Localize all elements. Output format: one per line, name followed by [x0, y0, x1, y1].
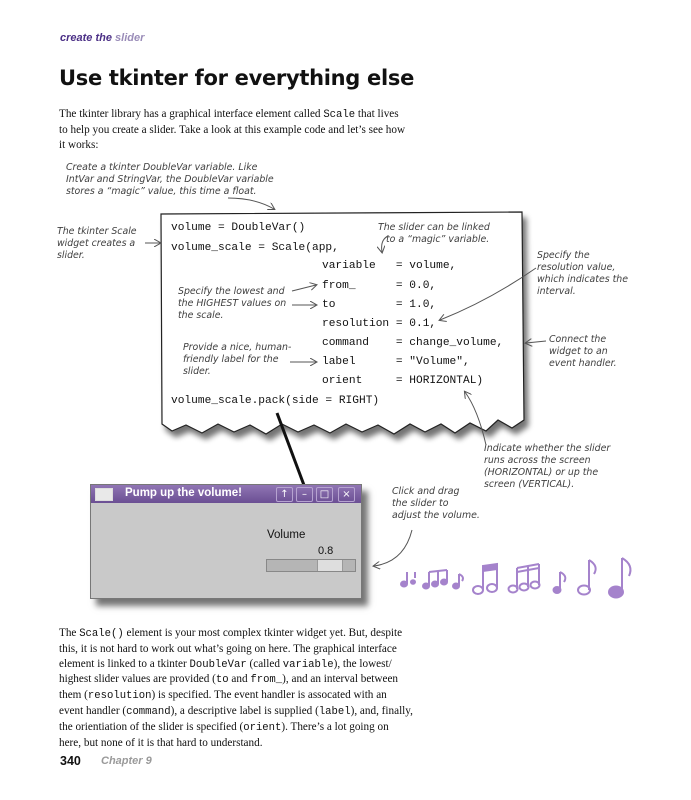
note-line: widget to an [549, 346, 608, 357]
header-part2: slider [115, 32, 145, 44]
para-text: the orientiation of the slider is specified ( [59, 720, 244, 733]
note-line: resolution value, [537, 262, 616, 273]
volume-slider-thumb[interactable] [317, 560, 343, 571]
music-notes-graphic [398, 552, 643, 602]
note-line: Specify the [537, 250, 590, 261]
window-minimize-button[interactable]: – [296, 487, 313, 502]
window-title: Pump up the volume! [125, 487, 242, 499]
note-scale-widget [57, 226, 137, 262]
para-text: element is your most complex tkinter widget yet. But, despite [123, 627, 403, 639]
code-line: volume_scale = Scale(app, [171, 242, 339, 254]
intro-text: it works: [59, 138, 99, 151]
para-text: them ( [59, 689, 88, 702]
para-text: element is linked to a tkinter [59, 657, 190, 670]
note-line: event handler. [549, 358, 617, 369]
note-line: screen (VERTICAL). [484, 479, 575, 490]
window-close-button[interactable]: × [338, 487, 355, 502]
intro-text: to help you create a slider. Take a look at this example code and let’s see how [59, 123, 406, 136]
para-code: command [126, 705, 171, 718]
note-line: adjust the volume. [392, 510, 480, 521]
para-code: resolution [87, 690, 152, 703]
para-text: ). There’s a lot going on [281, 720, 389, 733]
note-linked [378, 222, 490, 246]
para-code: to [215, 674, 229, 687]
para-text: ), the lowest/ [333, 657, 392, 670]
note-line: Specify the lowest and [178, 286, 285, 297]
para-text: event handler ( [59, 704, 127, 717]
window-app-icon [95, 488, 113, 501]
para-code: DoubleVar [189, 658, 247, 671]
scale-label: Volume [267, 529, 306, 541]
note-line: Create a tkinter DoubleVar variable. Like [66, 162, 258, 173]
note-line: interval. [537, 286, 576, 297]
code-line: from_ = 0.0, [322, 280, 437, 292]
code-line: volume_scale.pack(side = RIGHT) [171, 395, 380, 407]
para-code: variable [282, 658, 334, 671]
code-line: resolution = 0.1, [322, 318, 437, 330]
note-line: the HIGHEST values on [178, 298, 287, 309]
note-line: The tkinter Scale [57, 226, 137, 237]
note-line: runs across the screen [484, 455, 591, 466]
header-part1: create the [60, 32, 112, 44]
note-line: slider. [57, 250, 85, 261]
page-title: Use tkinter for everything else [59, 66, 415, 90]
code-line: volume = DoubleVar() [171, 222, 306, 234]
tk-window [90, 484, 362, 599]
note-line: Provide a nice, human- [183, 342, 292, 353]
para-code: orient [243, 721, 282, 734]
para-text: here, but none of it is that hard to understand. [59, 736, 263, 749]
note-line: the slider to [392, 498, 449, 509]
para-text: ), and an interval between [282, 673, 399, 686]
note-line: to a “magic” variable. [386, 234, 490, 245]
intro-text: that lives [355, 108, 399, 120]
note-line: Click and drag [392, 486, 460, 497]
intro-code: Scale [323, 109, 356, 121]
volume-slider-trough[interactable] [266, 559, 356, 572]
intro-text: The tkinter library has a graphical interface element called [59, 108, 324, 120]
para-text: The [59, 627, 80, 639]
para-text: (called [246, 657, 283, 670]
para-text: this, it is not hard to work out what’s going on here. The graphical interface [59, 642, 397, 655]
para-text: ), and, finally, [350, 704, 413, 717]
code-line: command = change_volume, [322, 337, 504, 349]
explanation-paragraph [59, 626, 439, 750]
note-lowest-highest [178, 286, 286, 322]
note-event-handler [549, 334, 617, 370]
note-line: IntVar and StringVar, the DoubleVar variable [66, 174, 274, 185]
note-line: The slider can be linked [378, 222, 490, 233]
scale-value: 0.8 [318, 545, 334, 557]
note-line: which indicates the [537, 274, 628, 285]
para-text: highest slider values are provided ( [59, 673, 216, 686]
chapter-label: Chapter 9 [101, 755, 152, 767]
code-line: variable = volume, [322, 260, 457, 272]
note-drag [392, 486, 480, 522]
code-line: orient = HORIZONTAL) [322, 375, 484, 387]
para-text: and [228, 673, 251, 686]
note-label [183, 342, 291, 378]
note-line: (HORIZONTAL) or up the [484, 467, 599, 478]
page-number: 340 [60, 754, 81, 768]
para-code: from_ [250, 674, 283, 687]
note-line: stores a “magic” value, this time a float. [66, 186, 257, 197]
note-line: slider. [183, 366, 211, 377]
code-line: label = "Volume", [322, 356, 470, 368]
note-line: friendly label for the [183, 354, 279, 365]
note-line: Indicate whether the slider [484, 443, 611, 454]
note-line: the scale. [178, 310, 224, 321]
para-text: ) is specified. The event handler is assocated with an [151, 689, 387, 702]
window-maximize-button[interactable]: □ [316, 487, 333, 502]
note-resolution [537, 250, 628, 298]
note-line: Connect the [549, 334, 607, 345]
note-doublevar [66, 162, 274, 198]
window-titlebar[interactable] [91, 485, 361, 503]
note-line: widget creates a [57, 238, 136, 249]
code-line: to = 1.0, [322, 299, 437, 311]
para-code: label [318, 705, 351, 718]
note-orient [484, 443, 610, 491]
para-code: Scale() [79, 628, 124, 640]
window-raise-button[interactable]: ↑ [276, 487, 293, 502]
para-text: ), a descriptive label is supplied ( [170, 704, 319, 717]
